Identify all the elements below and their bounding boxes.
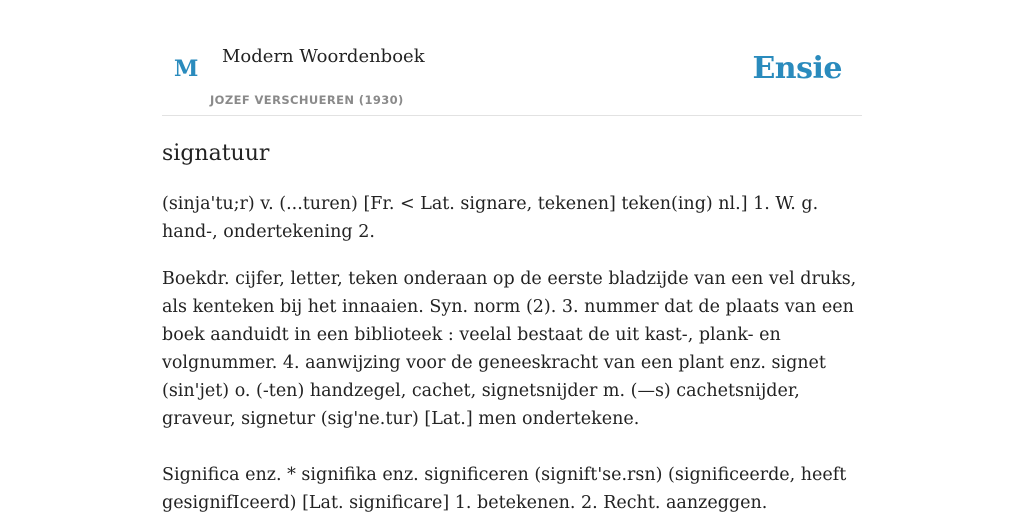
entry-content (162, 138, 862, 512)
entry-paragraph: Boekdr. cijfer, letter, teken onderaan op de eerste bladzijde van een vel druks, als kenteken bij het innaaien. Syn. norm (2). 3. nummer dat de plaats van een boek aanduidt in een biblioteek : veelal bestaat de uit kast-, plank- en volgnummer. 4. aanwijzing voor de geneeskracht van een plant enz. signet (sin'jet) o. (-ten) handzegel, cachet, signetsnijder m. (—s) cachetsnijder, graveur, signetur (sig'ne.tur) [Lat.] men ondertekene. (162, 269, 857, 429)
paragraph-spacer (162, 452, 862, 461)
site-header (162, 0, 862, 116)
book-title-link[interactable]: Modern Woordenboek (222, 46, 425, 67)
entry-paragraph: (sinja'tu;r) v. (...turen) [Fr. < Lat. signare, tekenen] teken(ing) nl.] 1. W. g. hand-, ondertekening 2. (162, 194, 819, 242)
book-author: JOZEF VERSCHUEREN (1930) (210, 93, 404, 107)
page-title: signatuur (162, 141, 270, 166)
book-logo-icon[interactable]: M (174, 56, 199, 82)
entry-paragraph: Significa enz. * signifika enz. significeren (signift'se.rsn) (significeerde, heeft gesignifIceerd) [Lat. significare] 1. betekenen. 2. Recht. aanzeggen. (162, 465, 847, 512)
ensie-logo-link[interactable]: Ensie (752, 51, 842, 86)
